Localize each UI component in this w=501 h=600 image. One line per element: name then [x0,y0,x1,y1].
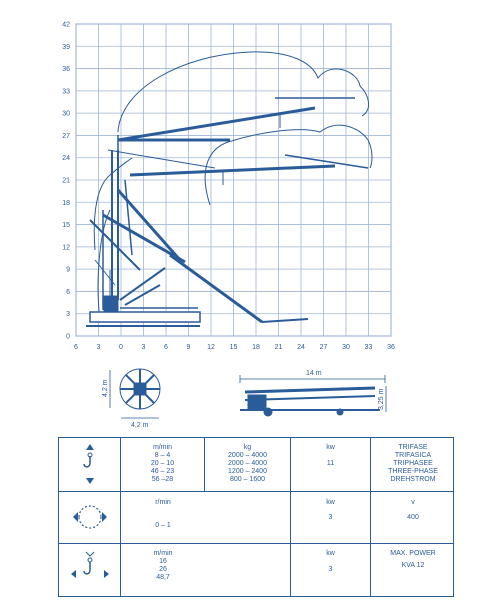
plan-dim-side: 4,2 m [102,379,109,397]
y-tick-label: 3 [66,311,70,319]
cell-icon [59,438,121,491]
jib-horizontal [130,166,335,175]
speed-value: 16 [159,558,167,565]
trolley-icon [59,544,121,594]
cell-speed [121,438,205,491]
y-tick-label: 33 [62,88,70,96]
stay-rod [125,285,160,305]
y-tick-label: 9 [66,266,70,274]
x-tick-label: 33 [364,344,373,351]
speed-unit: r/min [155,499,171,506]
jib-tie-1 [108,150,215,168]
power-unit: kw [326,444,335,451]
speed-unit: m/min [153,550,173,557]
x-tick-label: 21 [274,344,283,351]
speed-value: 56 –28 [151,476,174,483]
load-unit: kg [243,444,252,451]
y-tick-label: 18 [62,199,70,207]
y-axis-labels [62,22,70,341]
x-tick-label: 0 [119,344,123,351]
grid [76,24,391,336]
cell-speed [121,492,291,543]
jib-inclined-4 [125,180,132,255]
phase-label: THREE-PHASE [388,468,438,475]
plan-view-drawing [110,369,160,418]
speed-value: 8 – 4 [154,452,171,459]
side-dim-height: 3,25 m [378,388,385,410]
x-tick-label: 36 [387,344,395,351]
speed-value: 48,7 [156,574,170,581]
phase-label: TRIPHASEE [393,460,433,467]
row-trolley [59,544,453,596]
voltage-unit: v [411,499,415,506]
y-tick-label: 27 [62,132,70,140]
load-value: 800 – 1600 [229,476,266,483]
phase-label: DREHSTROM [390,476,436,483]
cell-icon [59,544,121,596]
max-power-label: MAX. POWER [390,550,436,557]
max-power-value: KVA 12 [401,562,425,569]
y-tick-label: 30 [62,110,70,118]
power-unit: kw [326,499,335,506]
rotation-icon [59,492,121,542]
y-tick-label: 6 [66,288,70,296]
x-tick-label: 6 [74,344,78,351]
x-tick-label: 27 [319,344,328,351]
cell-voltage [371,492,455,543]
y-tick-label: 42 [62,21,70,29]
voltage-value: 400 [407,514,419,521]
side-dim-length: 14 m [306,370,322,377]
power-unit: kw [326,550,335,557]
speed-unit: m/min [152,444,173,451]
speed-value: 20 – 10 [150,460,175,467]
cell-power [291,544,371,596]
x-tick-label: 30 [342,344,350,351]
y-tick-label: 0 [66,333,70,341]
x-tick-label: 9 [186,344,191,351]
cell-speed [121,544,291,596]
cell-phase [371,438,455,491]
load-value: 1200 – 2400 [228,468,267,475]
power-value: 3 [328,566,333,573]
cell-max-power [371,544,455,596]
cell-power [291,438,371,491]
load-value: 2000 – 4000 [228,460,267,467]
phase-label: TRIFASICA [394,452,432,459]
spec-table [58,437,454,597]
power-value: 3 [328,514,333,521]
plan-dim-bottom: 4,2 m [131,422,149,429]
x-tick-label: 15 [229,344,238,351]
y-tick-label: 39 [62,43,70,51]
speed-value: 0 – 1 [155,522,171,529]
load-value: 2000 – 4000 [228,452,267,459]
base-chassis [90,312,200,322]
x-tick-label: 18 [252,344,260,351]
y-tick-label: 21 [62,177,70,185]
x-tick-label: 6 [164,344,168,351]
x-axis-labels [74,344,395,351]
envelope-left-tall [94,158,132,250]
y-tick-label: 24 [62,155,70,163]
row-hoisting [59,438,453,492]
hoist-hook-icon [59,438,121,490]
x-tick-label: 3 [141,344,146,351]
cell-icon [59,492,121,543]
speed-value: 46 – 23 [150,468,175,475]
y-tick-label: 15 [62,222,70,230]
cell-power [291,492,371,543]
y-tick-label: 12 [62,244,70,252]
power-value: 11 [326,460,335,467]
jib-inclined-1 [103,215,185,262]
x-tick-label: 3 [96,344,101,351]
x-tick-label: 24 [297,344,305,351]
row-slewing [59,492,453,544]
y-tick-label: 36 [62,66,70,74]
speed-value: 26 [159,566,167,573]
x-tick-label: 12 [207,344,215,351]
phase-label: TRIFASE [398,444,428,451]
cell-load [205,438,291,491]
side-view-drawing [240,375,386,416]
